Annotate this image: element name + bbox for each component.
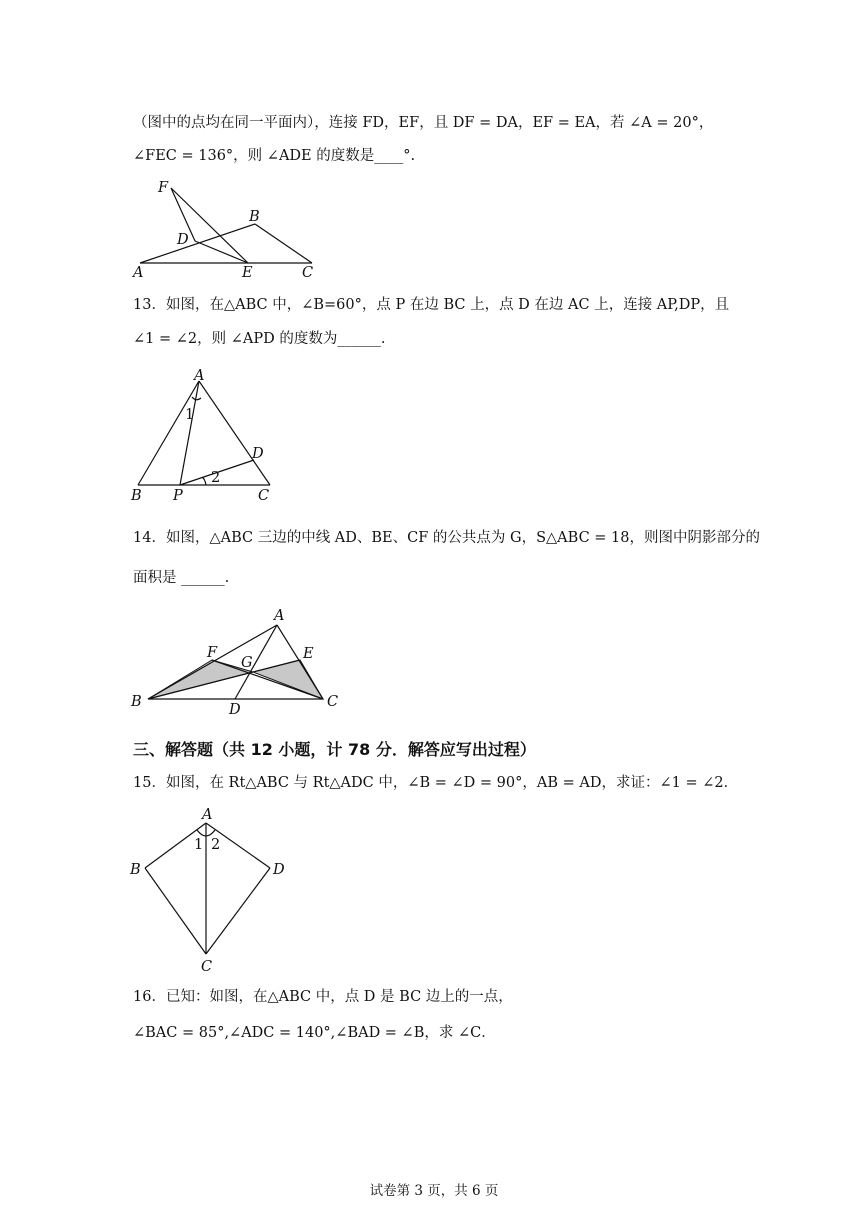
q15-label-angle2: 2	[211, 837, 221, 853]
q15-text-line1: 15．如图，在 Rt△ABC 与 Rt△ADC 中，∠B = ∠D = 90°，AB = AD，求证：∠1 = ∠2．	[133, 775, 739, 791]
q12-text-line1: （图中的点均在同一平面内），连接 FD，EF，且 DF = DA，EF = EA，若 ∠A = 20°，	[133, 115, 714, 131]
q12-label-a: A	[133, 265, 144, 281]
q13-label-c: C	[258, 488, 270, 504]
q14-label-e: E	[303, 646, 314, 662]
q15-label-a: A	[202, 807, 213, 823]
q12-label-d: D	[177, 232, 189, 248]
q13-label-angle1: 1	[185, 407, 195, 423]
q16-text-line1: 16．已知：如图，在△ABC 中，点 D 是 BC 边上的一点，	[133, 989, 513, 1005]
q12-label-f: F	[158, 180, 169, 196]
q12-label-e: E	[242, 265, 253, 281]
q13-label-a: A	[194, 368, 205, 384]
q14-text-line1: 14．如图，△ABC 三边的中线 AD、BE、CF 的公共点为 G，S△ABC = 18，则图中阴影部分的	[133, 530, 760, 546]
page-footer: 试卷第 3 页，共 6 页	[369, 1183, 499, 1199]
q14-label-d: D	[229, 702, 241, 718]
q15-label-b: B	[130, 862, 141, 878]
q13-text-line1: 13．如图，在△ABC 中，∠B=60°，点 P 在边 BC 上，点 D 在边 AC 上，连接 AP,DP，且	[133, 297, 730, 313]
q13-label-d: D	[252, 446, 264, 462]
q14-label-c: C	[327, 694, 339, 710]
q15-label-angle1: 1	[194, 837, 204, 853]
q14-label-a: A	[274, 608, 285, 624]
q14-label-b: B	[131, 694, 142, 710]
q14-label-f: F	[207, 645, 218, 661]
q15-label-d: D	[273, 862, 285, 878]
q13-label-p: P	[173, 488, 183, 504]
section-heading: 三、解答题（共 12 小题，计 78 分．解答应写出过程）	[133, 740, 536, 759]
q15-label-c: C	[201, 959, 213, 975]
q12-label-c: C	[302, 265, 314, 281]
q14-label-g: G	[241, 655, 253, 671]
q13-label-b: B	[131, 488, 142, 504]
q12-label-b: B	[249, 209, 260, 225]
q13-label-angle2: 2	[211, 470, 221, 486]
q12-text-line2: ∠FEC = 136°，则 ∠ADE 的度数是____°.	[133, 148, 416, 164]
q13-text-line2: ∠1 = ∠2，则 ∠APD 的度数为______.	[133, 331, 386, 347]
q14-text-line2: 面积是 ______.	[133, 570, 230, 586]
q16-text-line2: ∠BAC = 85°,∠ADC = 140°,∠BAD = ∠B，求 ∠C．	[133, 1025, 496, 1041]
